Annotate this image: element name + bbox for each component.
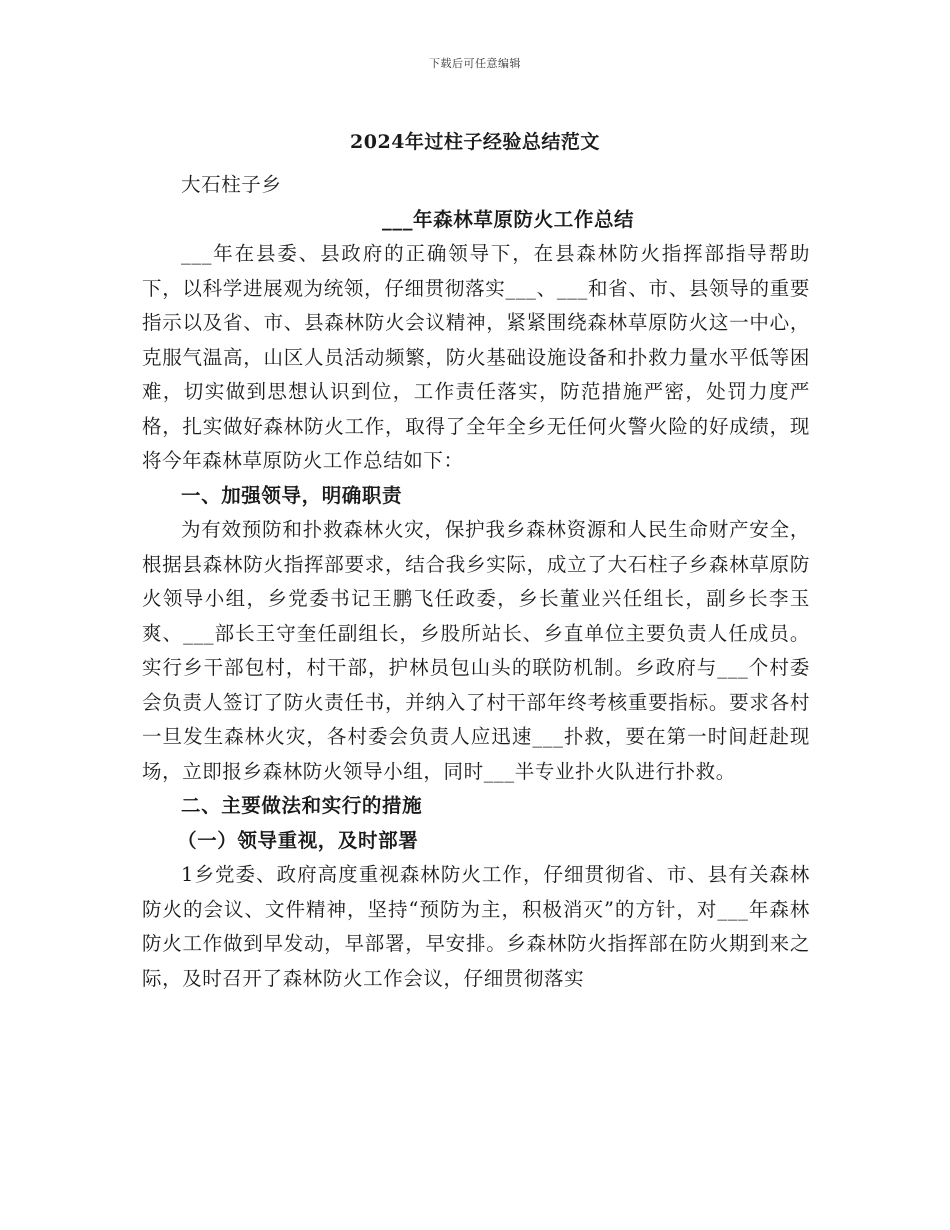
section-1-heading: 一、加强领导，明确职责 (181, 483, 403, 507)
section-2-subheading-1: （一）领导重视，及时部署 (177, 828, 419, 852)
header-note: 下载后可任意编辑 (429, 57, 521, 70)
organization-name: 大石柱子乡 (181, 173, 282, 196)
document-title: 2024年过柱子经验总结范文 (350, 131, 600, 153)
report-subtitle: ___年森林草原防火工作总结 (382, 207, 635, 231)
section-2-paragraph-1: 1乡党委、政府高度重视森林防火工作，仔细贯彻省、市、县有关森林防火的会议、文件精神，坚持“预防为主，积极消灭”的方针，对___年森林防火工作做到早发动，早部署，早安排。乡森林防火指挥部在防火期到来之际，及时召开了森林防火工作会议，仔细贯彻落实 (142, 863, 810, 990)
section-1-paragraph: 为有效预防和扑救森林火灾，保护我乡森林资源和人民生命财产安全，根据县森林防火指挥部要求，结合我乡实际，成立了大石柱子乡森林草原防火领导小组，乡党委书记王鹏飞任政委，乡长董业兴任组长，副乡长李玉爽、___部长王守奎任副组长，乡股所站长、乡直单位主要负责人任成员。实行乡干部包村，村干部，护林员包山头的联防机制。乡政府与___个村委会负责人签订了防火责任书，并纳入了村干部年终考核重要指标。要求各村一旦发生森林火灾，各村委会负责人应迅速___扑救，要在第一时间赶赴现场，立即报乡森林防火领导小组，同时___半专业扑火队进行扑救。 (142, 518, 810, 783)
intro-paragraph: ___年在县委、县政府的正确领导下，在县森林防火指挥部指导帮助下，以科学进展观为统领，仔细贯彻落实___、___和省、市、县领导的重要指示以及省、市、县森林防火会议精神，紧紧围绕森林草原防火这一中心，克服气温高，山区人员活动频繁，防火基础设施设备和扑救力量水平低等困难，切实做到思想认识到位，工作责任落实，防范措施严密，处罚力度严格，扎实做好森林防火工作，取得了全年全乡无任何火警火险的好成绩，现将今年森林草原防火工作总结如下： (142, 242, 810, 472)
section-2-heading: 二、主要做法和实行的措施 (181, 794, 423, 817)
document-body (142, 168, 810, 996)
